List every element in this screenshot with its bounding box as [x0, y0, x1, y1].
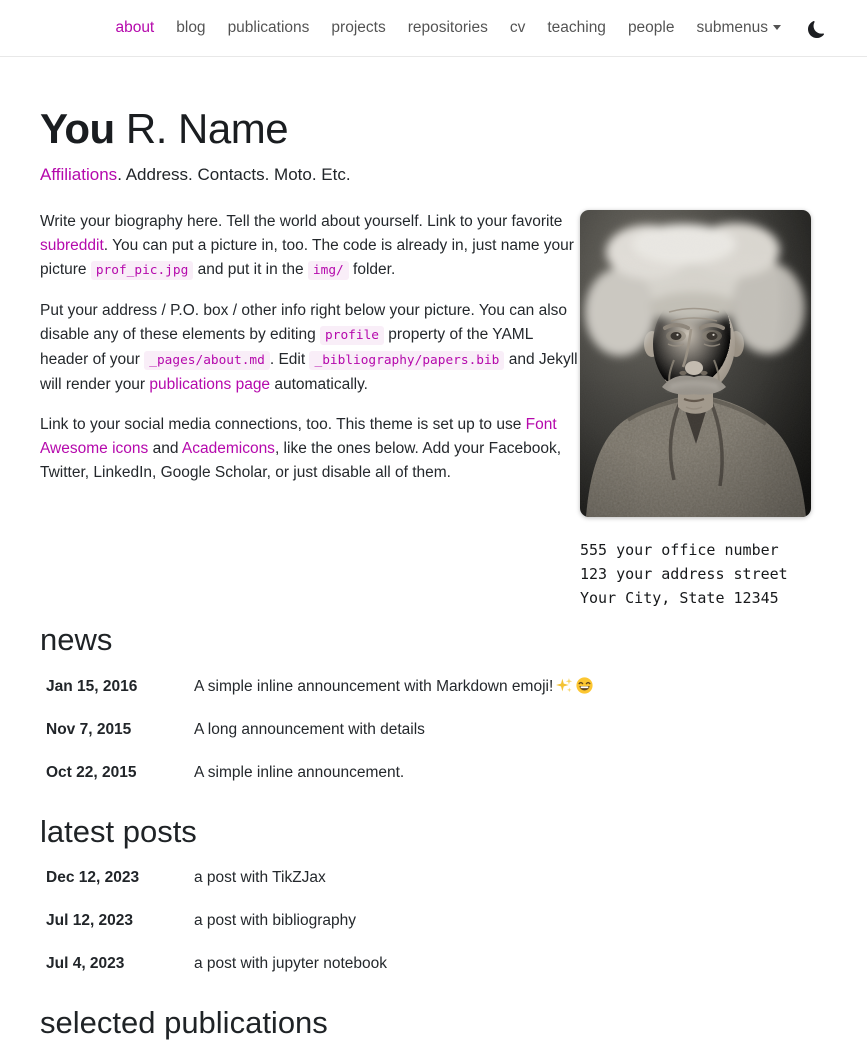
nav-item-people[interactable]: people — [627, 19, 675, 36]
grinning-face-emoji-icon — [576, 677, 593, 694]
publications-page-link[interactable]: publications page — [149, 376, 271, 394]
page-title-last-name: R. Name — [114, 105, 289, 152]
academicons-link[interactable]: Academicons — [181, 440, 275, 458]
bio-text: and put it in the — [193, 261, 308, 279]
news-row — [40, 708, 827, 751]
selected-publications-section — [40, 1006, 827, 1040]
bio-text: Put your address / P.O. box / other info right below your picture. You can also disable any of these elements by editing — [40, 302, 568, 344]
code-profile: profile — [320, 326, 384, 345]
page-subtitle-rest: . Address. Contacts. Moto. Etc. — [117, 165, 351, 185]
news-heading: news — [40, 622, 113, 658]
profile-column — [580, 210, 827, 610]
bio-text: property of the YAML header of your — [40, 326, 533, 369]
page-title-first-name: You — [40, 105, 115, 152]
news-row — [40, 751, 827, 794]
profile-photo — [580, 210, 811, 517]
bio-text: and — [148, 440, 182, 458]
moon-icon — [808, 26, 825, 41]
subreddit-link[interactable]: subreddit — [40, 237, 104, 255]
address-line: Your City, State 12345 — [580, 589, 779, 608]
bio-text: . Edit — [269, 351, 310, 369]
post-row — [40, 942, 827, 985]
latest-posts-section — [40, 815, 827, 985]
news-text-inner: A simple inline announcement with Markdown emoji! — [194, 678, 554, 696]
nav-item-about[interactable]: about — [115, 19, 155, 36]
code-papers-bib: _bibliography/papers.bib — [309, 351, 504, 370]
bio-text: . You can put a picture in, too. The code is already in, just name your picture — [40, 237, 574, 279]
bio-text: Write your biography here. Tell the world about yourself. Link to your favorite — [40, 213, 563, 231]
biography — [40, 210, 580, 610]
bio-paragraph-2 — [40, 299, 580, 397]
address-line: 555 your office number — [580, 541, 779, 560]
bio-text: folder. — [348, 261, 396, 279]
navbar — [0, 0, 867, 57]
nav-item-publications[interactable]: publications — [227, 19, 310, 36]
post-link-bibliography[interactable]: a post with bibliography — [194, 912, 356, 930]
post-row — [40, 856, 827, 899]
nav-links — [104, 19, 792, 37]
nav-item-repositories[interactable]: repositories — [407, 19, 488, 36]
news-date: Oct 22, 2015 — [46, 764, 137, 782]
main-container — [0, 107, 867, 1040]
post-row — [40, 899, 827, 942]
code-img-folder: img/ — [308, 261, 349, 280]
news-date: Nov 7, 2015 — [46, 721, 132, 739]
page-title — [40, 107, 827, 151]
address-line: 123 your address street — [580, 565, 788, 584]
news-announcement-link[interactable]: A long announcement with details — [194, 721, 425, 739]
news-row — [40, 664, 827, 708]
selected-publications-heading: selected publications — [40, 1005, 328, 1041]
chevron-down-icon — [773, 25, 781, 30]
post-date: Jul 12, 2023 — [46, 912, 134, 930]
latest-posts-heading: latest posts — [40, 814, 197, 850]
nav-item-blog[interactable]: blog — [176, 19, 206, 36]
post-date: Dec 12, 2023 — [46, 869, 140, 887]
posts-list — [40, 856, 827, 985]
affiliations-link[interactable]: Affiliations — [40, 165, 118, 185]
font-awesome-link[interactable]: Font Awesome icons — [40, 416, 557, 458]
nav-item-submenus-label: submenus — [696, 19, 768, 36]
news-text — [194, 677, 593, 695]
contact-address — [580, 538, 827, 610]
news-list — [40, 664, 827, 794]
bio-text: , like the ones below. Add your Facebook, Twitter, LinkedIn, Google Scholar, or just disable all of them. — [40, 440, 562, 482]
nav-item-projects[interactable]: projects — [331, 19, 386, 36]
sparkles-emoji-icon — [556, 677, 573, 694]
post-link-tikzjax[interactable]: a post with TikZJax — [194, 869, 326, 887]
bio-paragraph-3 — [40, 413, 580, 485]
navbar-inner — [40, 0, 827, 56]
bio-and-profile-row — [40, 210, 827, 610]
dark-mode-toggle[interactable] — [792, 19, 827, 38]
bio-text: and Jekyll will render your — [40, 351, 578, 394]
page-subtitle — [40, 164, 827, 187]
news-section — [40, 623, 827, 794]
nav-item-cv[interactable]: cv — [509, 19, 526, 36]
nav-item-teaching[interactable]: teaching — [547, 19, 606, 36]
news-date: Jan 15, 2016 — [46, 678, 138, 696]
nav-item-submenus[interactable] — [685, 19, 792, 37]
post-date: Jul 4, 2023 — [46, 955, 125, 973]
code-about-md: _pages/about.md — [144, 351, 270, 370]
post-link-jupyter[interactable]: a post with jupyter notebook — [194, 955, 388, 973]
code-prof-pic: prof_pic.jpg — [91, 261, 193, 280]
bio-text: automatically. — [270, 376, 368, 394]
bio-paragraph-1 — [40, 210, 580, 283]
bio-text: Link to your social media connections, too. This theme is set up to use — [40, 416, 526, 434]
news-text: A simple inline announcement. — [194, 764, 405, 782]
page-header — [40, 107, 827, 187]
